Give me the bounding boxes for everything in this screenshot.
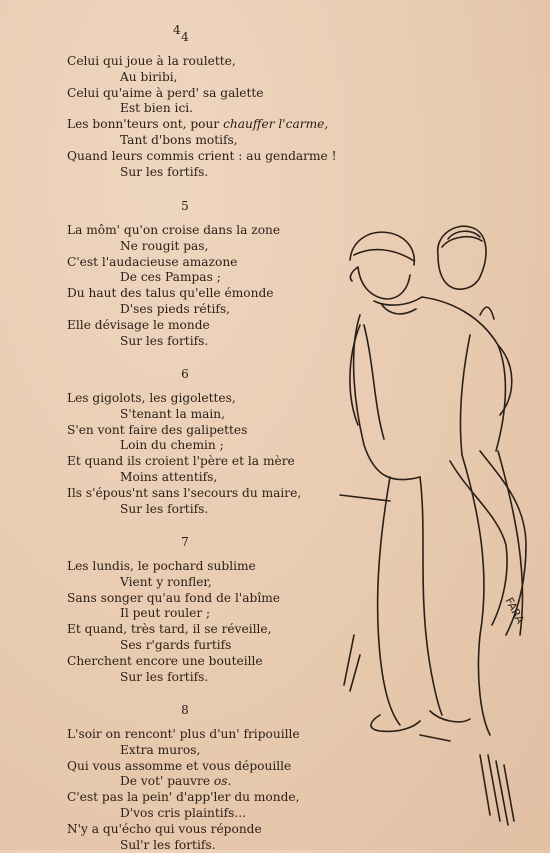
verse-line: [67, 638, 280, 654]
verse-text: S'en vont faire des galipettes: [67, 422, 248, 437]
verse-line: [67, 654, 280, 670]
verse-text: S'tenant la main,: [120, 406, 226, 421]
verse-text: Celui qu'aime à perd' sa galette: [67, 85, 264, 100]
verse-text: C'est l'audacieuse amazone: [67, 254, 238, 269]
verse-line: [67, 407, 301, 423]
verse-line: [67, 622, 280, 638]
verse-line: [67, 255, 280, 271]
verse-line: [67, 575, 280, 591]
verse-text: Sur les fortifs.: [120, 164, 209, 179]
illustration-two-figures: [330, 215, 545, 840]
verse-line: [67, 559, 280, 575]
verse-line: [67, 606, 280, 622]
verse-text: N'y a qu'écho qui vous réponde: [67, 821, 262, 836]
verse-line: [67, 774, 300, 790]
verse-text: Cherchent encore une bouteille: [67, 653, 263, 668]
verse-text: Et quand, très tard, il se réveille,: [67, 622, 272, 637]
verse-line: [67, 743, 300, 759]
verse-line: [67, 591, 280, 607]
verse-text: Les bonn'teurs ont, pour: [67, 117, 224, 132]
verse-text: Ne rougit pas,: [120, 238, 209, 253]
verse-text: Sur les fortifs.: [120, 669, 209, 684]
verse-line: [67, 165, 337, 181]
verse-text: Sul'r les fortifs.: [120, 837, 216, 852]
verse-line: [67, 286, 280, 302]
verse-text: Celui qui joue à la roulette,: [67, 54, 236, 68]
verse-italic: chauffer l'carme,: [223, 117, 329, 132]
verse-text: D'vos cris plaintifs...: [120, 805, 247, 820]
stanza-number: 8: [181, 703, 189, 717]
verse-line: [67, 438, 301, 454]
verse-line: [67, 54, 337, 70]
verse-text: Est bien ici.: [120, 101, 194, 116]
verse-line: [67, 838, 300, 853]
verse-text: Les lundis, le pochard sublime: [67, 559, 256, 573]
verse-text: Du haut des talus qu'elle émonde: [67, 286, 274, 301]
verse-text: Sans songer qu'au fond de l'abîme: [67, 590, 280, 605]
verse-line: [67, 70, 337, 86]
verse-text: Sur les fortifs.: [120, 501, 209, 516]
verse-line: [67, 239, 280, 255]
verse-line: [67, 822, 300, 838]
verse-line: [67, 502, 301, 518]
verse-line: [67, 759, 300, 775]
verse-line: [67, 133, 337, 149]
verse-text: D'ses pieds rétifs,: [120, 301, 231, 316]
verse-line: [67, 391, 301, 407]
stanza-number: 7: [181, 535, 189, 549]
verse-line: [67, 454, 301, 470]
verse-line: [67, 423, 301, 439]
verse-text: C'est pas la pein' d'app'ler du monde,: [67, 790, 300, 805]
stanza-number: 6: [181, 367, 189, 381]
verse-line: [67, 727, 300, 743]
verse-line: [67, 86, 337, 102]
verse-text: Tant d'bons motifs,: [120, 132, 238, 147]
verse-text: De ces Pampas ;: [120, 270, 221, 285]
verse-text: La môm' qu'on croise dans la zone: [67, 223, 281, 237]
verse-line: [67, 101, 337, 117]
verse-text: Moins attentifs,: [120, 469, 218, 484]
verse-text: Il peut rouler ;: [120, 606, 211, 621]
verse-line: [67, 318, 280, 334]
verse-italic: os.: [213, 774, 232, 789]
verse-text: Vient y ronfler,: [120, 574, 212, 589]
verse-text: Ils s'épous'nt sans l'secours du maire,: [67, 485, 302, 500]
stanza-number: 4: [181, 30, 189, 44]
verse-line: [67, 334, 280, 350]
verse-line: [67, 670, 280, 686]
verse-text: Qui vous assomme et vous dépouille: [67, 758, 292, 773]
verse-line: [67, 790, 300, 806]
verse-text: De vot' pauvre: [120, 774, 214, 789]
verse-text: Au biribi,: [120, 69, 178, 84]
verse-line: [67, 149, 337, 165]
verse-line: [67, 302, 280, 318]
verse-text: Sur les fortifs.: [120, 333, 209, 348]
verse-text: Et quand ils croient l'père et la mère: [67, 454, 295, 469]
verse-line: [67, 117, 337, 133]
stanza-number: 5: [181, 199, 189, 213]
verse-line: [67, 806, 300, 822]
verse-text: Elle dévisage le monde: [67, 317, 210, 332]
verse-text: Les gigolots, les gigolettes,: [67, 391, 236, 405]
verse-text: Quand leurs commis crient : au gendarme !: [67, 148, 337, 163]
verse-text: Loin du chemin ;: [120, 438, 224, 453]
artist-signature: FARA: [502, 595, 527, 626]
verse-line: [67, 486, 301, 502]
verse-line: [67, 223, 280, 239]
verse-line: [67, 470, 301, 486]
verse-text: L'soir on rencont' plus d'un' fripouille: [67, 727, 300, 741]
verse-line: [67, 270, 280, 286]
verse-text: Ses r'gards furtifs: [120, 637, 232, 652]
page-number: 4: [173, 23, 182, 37]
verse-text: Extra muros,: [120, 742, 201, 757]
